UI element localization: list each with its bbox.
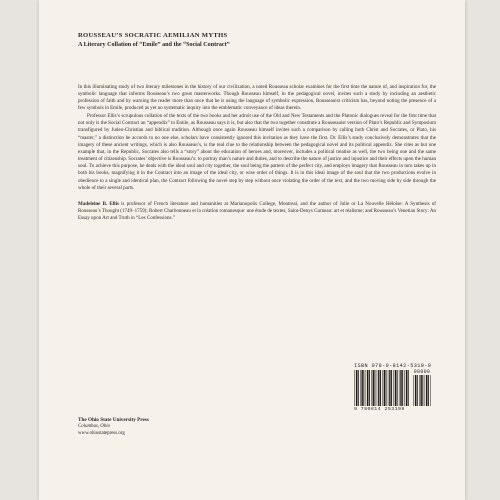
author-bio-text: is professor of French literature and humanities at Marianopolis College, Montreal, and the author of Julie or La Nouvelle Héloïse: A Synthesis of Rousseau’s Thought (1749–1759); Robert Charbonneau et la création romanesque: une étude de textes; Saint-Denys Garneau: art et réalisme; and Rousseau’s Venetian Story: An Essay upon Art and Truth in “Les Confessions.” [78, 200, 436, 222]
author-name: Madeleine B. Ellis [78, 200, 119, 207]
ean-number: 9 780814 253199 [354, 406, 405, 412]
publisher-city: Columbus, Ohio [78, 424, 111, 429]
book-subtitle: A Literary Collation of “Emile” and the “Social Contract” [78, 41, 230, 48]
blurb-paragraph-2: Professor Ellis’s scrupulous collation of the texts of the two books and her adroit use of the Old and New Testaments and the Platonic dialogues reveal for the first time that not only is the Social Contract an “appendix” to Emile, as Rousseau says it is, but also that the two together constitute a Rousseauist version of Plato’s Republic and Symposium transfigured by Judeo-Christian and biblical tradition. Although once again Rousseau himself invites such a comparison by calling both Christ and Socrates, or Plato, his “master,” a distinction he accords to no one else, scholars have consistently ignored this invitation as they have the first. Dr. Ellis’s study conclusively demonstrates that the imagery of these ancient writings, which is also Rousseau’s, is the real clue to the relationship between the pedagogical novel and its political appendix. She cites as but one example that, in the Republic, Socrates also tells a “story” about the education of heroes and, moreover, includes a political treatise as well, the two being one and the same treatment of citizenship. Socrates’ objective is Rousseau’s: to portray man’s nature and duties, and to describe the nature of justice and injustice and their effects upon the human soul. To achieve this purpose, he deals with the ideal soul and city together, the soul being the pattern of the perfect city, and employs imagery that Rousseau in turn takes up in both his books, magnifying it in the Contract into an image of the ideal city, or wise order of things. It is in this ideal image of the soul that the two productions evolve in obedience to a single and identical plan, the Contract following the novel step by step without once violating the order of the text, and the two moving side by side through the whole of their several parts. [78, 113, 436, 191]
header [78, 32, 438, 49]
barcode-ean13 [354, 370, 410, 406]
book-title: ROUSSEAU’S SOCRATIC AEMILIAN MYTHS [78, 32, 228, 39]
barcode-addon-number: 90000 [413, 369, 431, 375]
blurb-paragraph-1: In this illuminating study of two literary milestones in the history of our civilization, a noted Rousseau scholar examines for the first time the nature of, and inspiration for, the symbolic language that informs Rousseau’s two great masterworks. Though Rousseau himself, in the pedagogical novel, invites such a study by including an aesthetic profession of faith and by warning the reader more than once that he is using the language of symbolic expression, Rousseauist criticism has, beyond noting the presence of a few symbols in Emile, produced as yet no systematic inquiry into the emblematic conveyance of ideas therein. [78, 84, 436, 112]
blurb [78, 84, 436, 222]
author-bio [78, 201, 436, 222]
publisher-block [78, 417, 238, 437]
publisher-url[interactable]: www.ohiostatepress.org [78, 430, 125, 436]
isbn-label: ISBN 978-0-8142-5319-9 [354, 363, 432, 369]
barcode-block [354, 363, 434, 412]
barcode-addon [413, 375, 431, 406]
publisher-name: The Ohio State University Press [78, 417, 149, 423]
